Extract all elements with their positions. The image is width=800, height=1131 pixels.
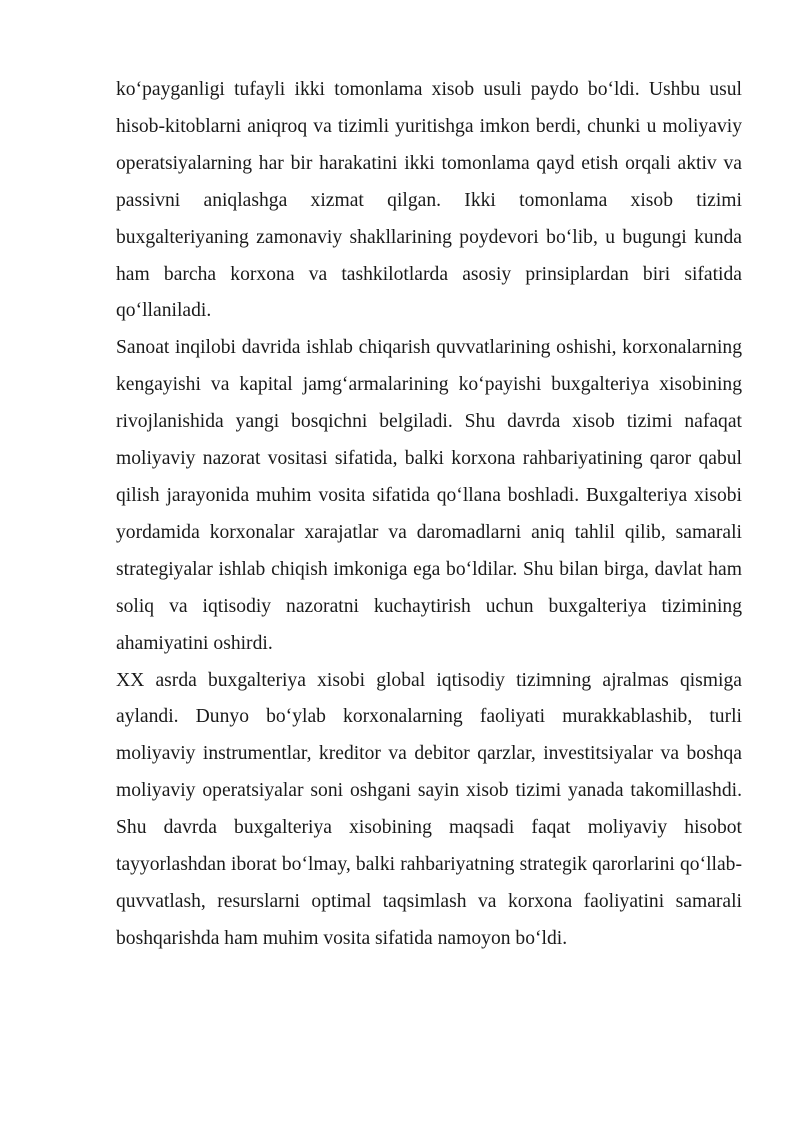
paragraph-1: ko‘payganligi tufayli ikki tomonlama xisob usuli paydo bo‘ldi. Ushbu usul hisob-kitoblarni aniqroq va tizimli yuritishga imkon berdi, chunki u moliyaviy operatsiyalarning har bir harakatini ikki tomonlama qayd etish orqali aktiv va passivni aniqlashga xizmat qilgan. Ikki tomonlama xisob tizimi buxgalteriyaning zamonaviy shakllarining poydevori bo‘lib, u bugungi kunda ham barcha korxona va tashkilotlarda asosiy prinsiplardan biri sifatida qo‘llaniladi.: [116, 79, 742, 322]
body-text: [116, 72, 742, 958]
paragraph-3: XX asrda buxgalteriya xisobi global iqtisodiy tizimning ajralmas qismiga aylandi. Dunyo bo‘ylab korxonalarning faoliyati murakkablashib, turli moliyaviy instrumentlar, kreditor va debitor qarzlar, investitsiyalar va boshqa moliyaviy operatsiyalar soni oshgani sayin xisob tizimi yanada takomillashdi. Shu davrda buxgalteriya xisobining maqsadi faqat moliyaviy hisobot tayyorlashdan iborat bo‘lmay, balki rahbariyatning strategik qarorlarini qo‘llab-quvvatlash, resurslarni optimal taqsimlash va korxona faoliyatini samarali boshqarishda ham muhim vosita sifatida namoyon bo‘ldi.: [116, 669, 742, 949]
paragraph-2: Sanoat inqilobi davrida ishlab chiqarish quvvatlarining oshishi, korxonalarning kengayishi va kapital jamg‘armalarining ko‘payishi buxgalteriya xisobining rivojlanishida yangi bosqichni belgiladi. Shu davrda xisob tizimi nafaqat moliyaviy nazorat vositasi sifatida, balki korxona rahbariyatining qaror qabul qilish jarayonida muhim vosita sifatida qo‘llana boshladi. Buxgalteriya xisobi yordamida korxonalar xarajatlar va daromadlarni aniq tahlil qilib, samarali strategiyalar ishlab chiqish imkoniga ega bo‘ldilar. Shu bilan birga, davlat ham soliq va iqtisodiy nazoratni kuchaytirish uchun buxgalteriya tizimining ahamiyatini oshirdi.: [116, 337, 742, 654]
